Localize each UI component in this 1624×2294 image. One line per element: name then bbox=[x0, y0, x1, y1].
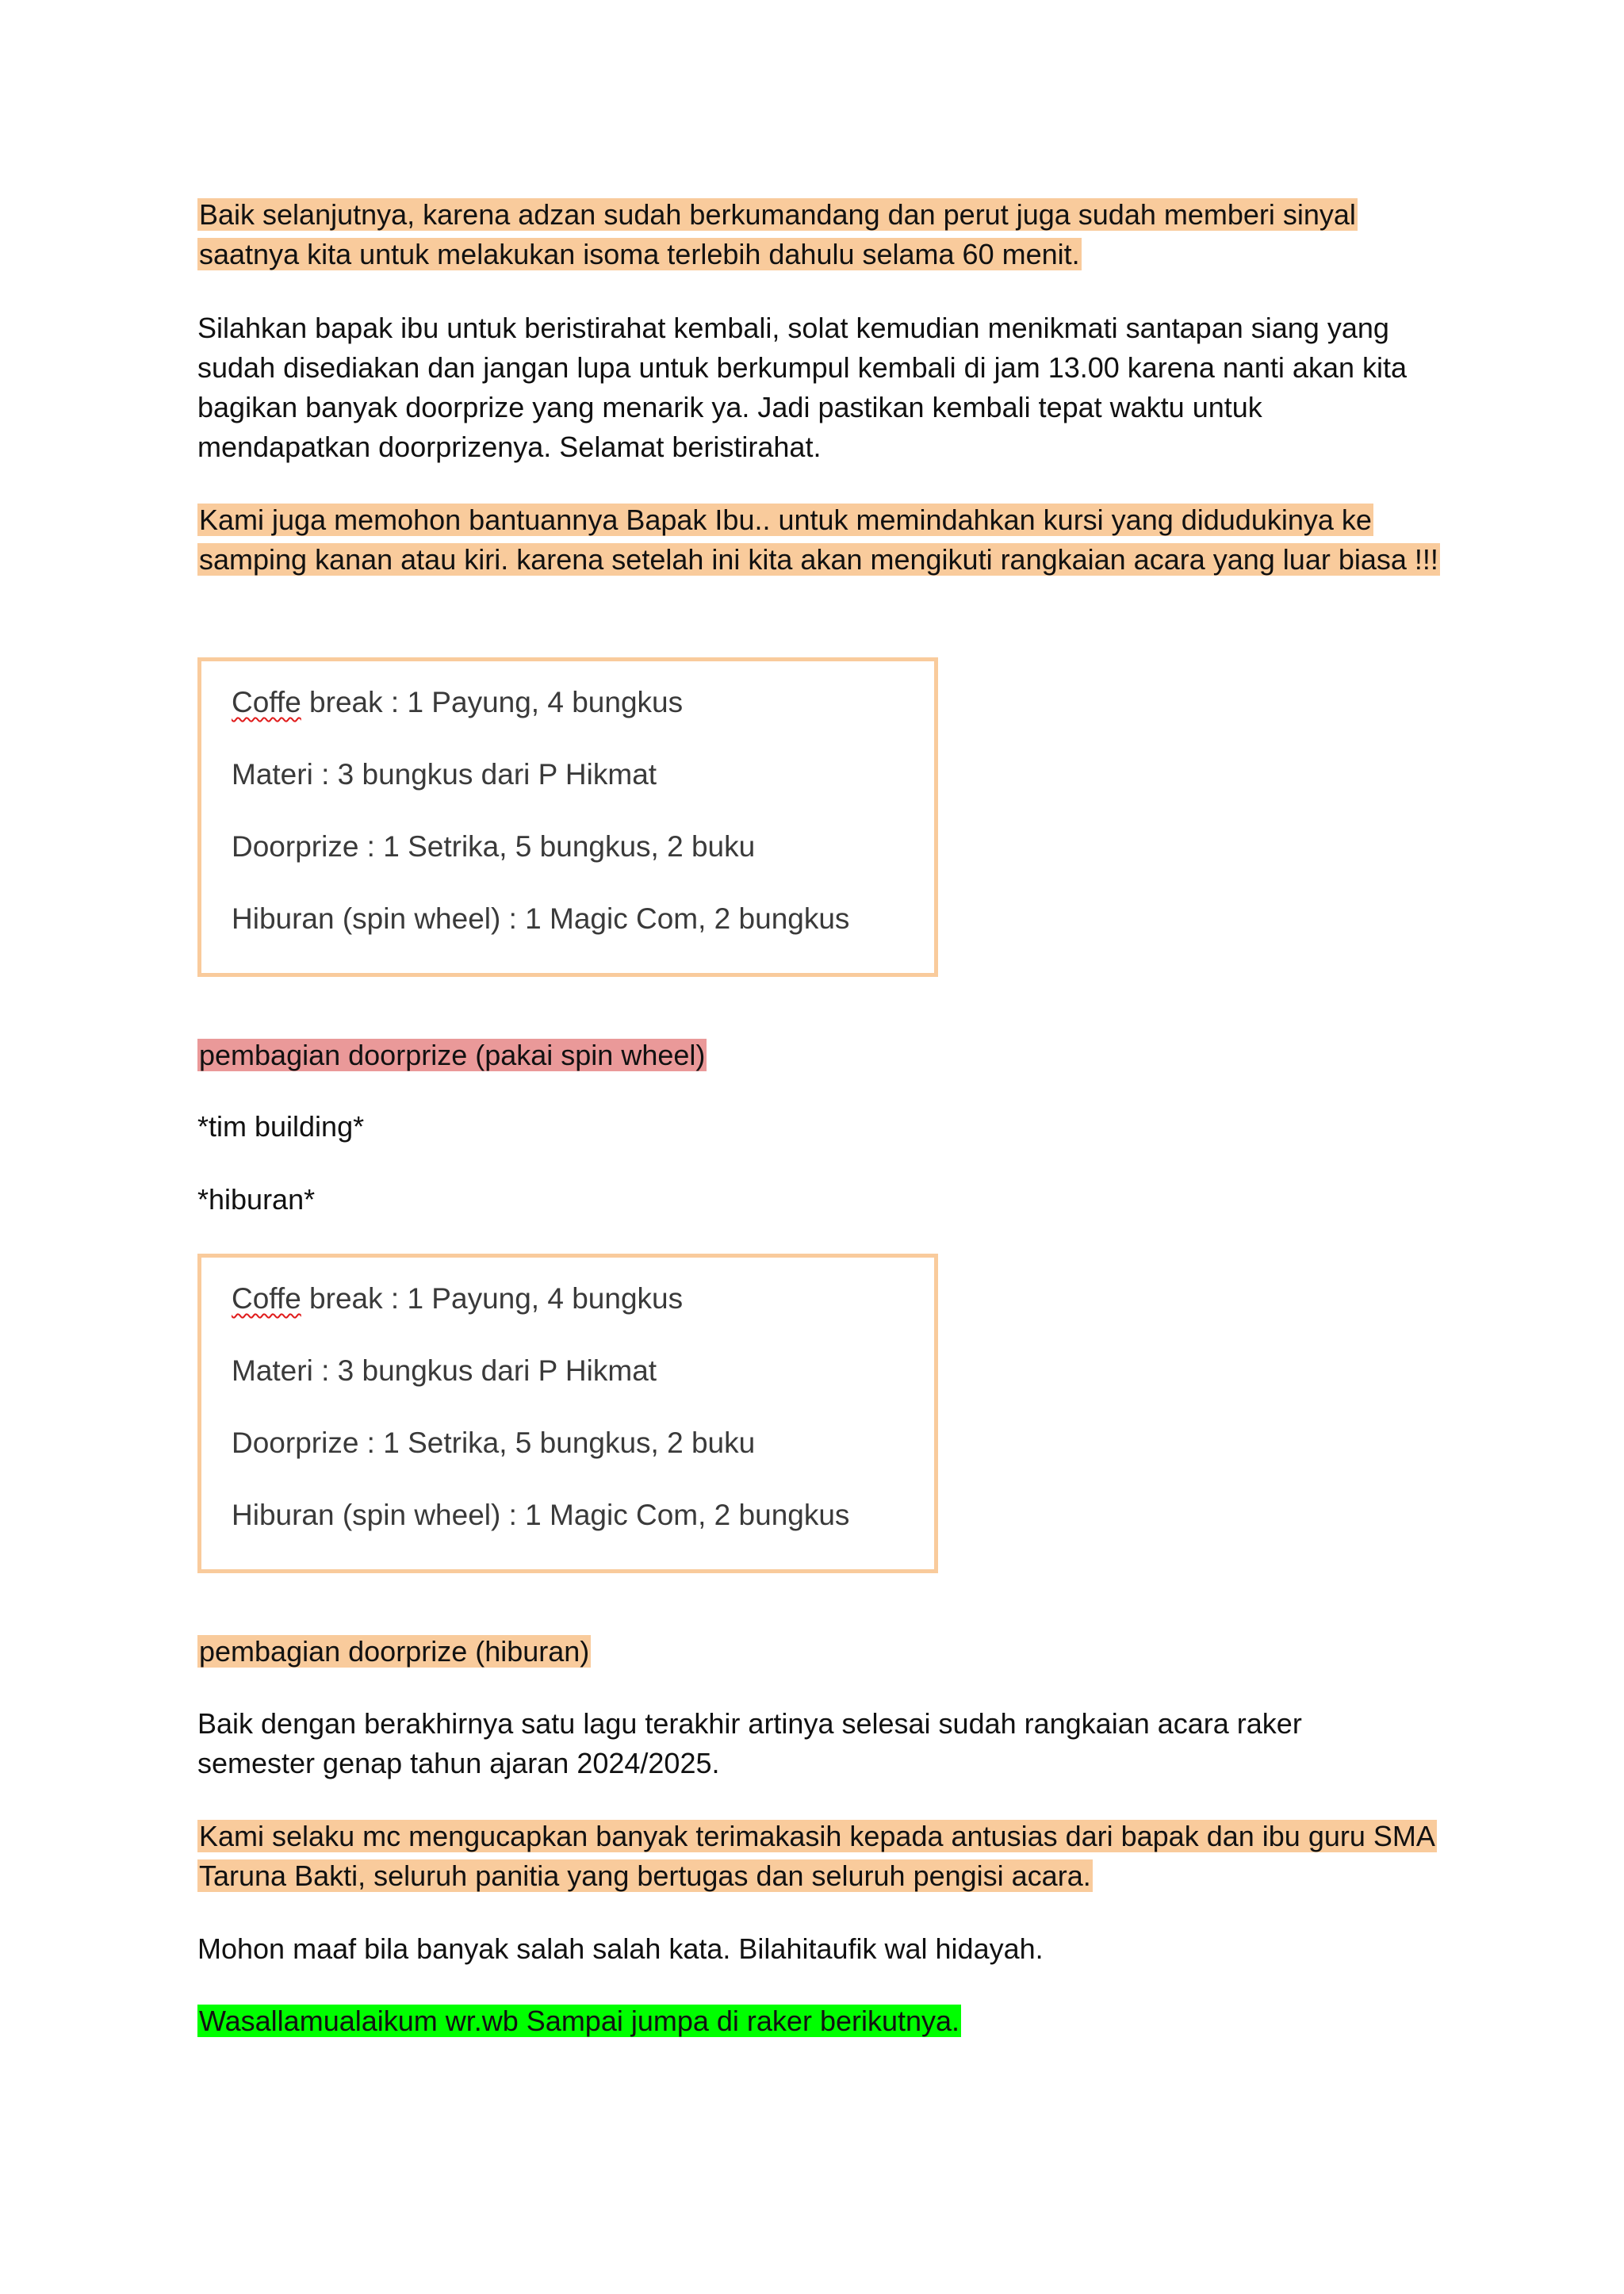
prize-coffe-break-text: break : 1 Payung, 4 bungkus bbox=[301, 1282, 684, 1315]
closing-terimakasih bbox=[197, 1817, 1442, 1896]
prize-materi: Materi : 3 bungkus dari P Hikmat bbox=[232, 758, 657, 791]
paragraph-istirahat-text: Silahkan bapak ibu untuk beristirahat kembali, solat kemudian menikmati santapan siang yang sudah disediakan dan jangan lupa untuk berkumpul kembali di jam 13.00 karena nanti akan kita bagikan banyak doorprize yang menarik ya. Jadi pastikan kembali tepat waktu untuk mendapatkan doorprizenya. Selamat beristirahat. bbox=[197, 312, 1408, 463]
prize-coffe-break bbox=[232, 685, 904, 720]
prize-coffe-break-text: break : 1 Payung, 4 bungkus bbox=[301, 686, 684, 718]
prize-materi: Materi : 3 bungkus dari P Hikmat bbox=[232, 1354, 657, 1387]
closing-raker-text: Baik dengan berakhirnya satu lagu terakhir artinya selesai sudah rangkaian acara raker semester genap tahun ajaran 2024/2025. bbox=[197, 1707, 1302, 1779]
prize-doorprize: Doorprize : 1 Setrika, 5 bungkus, 2 buku bbox=[232, 830, 756, 863]
closing-terimakasih-text: Kami selaku mc mengucapkan banyak terimakasih kepada antusias dari bapak dan ibu guru SMA Taruna Bakti, seluruh panitia yang bertugas dan seluruh pengisi acara. bbox=[199, 1820, 1435, 1892]
doorprize-spin-wheel-text: pembagian doorprize (pakai spin wheel) bbox=[199, 1039, 706, 1071]
paragraph-kursi bbox=[197, 500, 1442, 580]
doorprize-hiburan-text: pembagian doorprize (hiburan) bbox=[199, 1635, 590, 1668]
closing-maaf bbox=[197, 1929, 1044, 1969]
tim-building: *tim building* bbox=[197, 1110, 365, 1143]
closing-raker bbox=[197, 1704, 1387, 1783]
paragraph-istirahat bbox=[197, 308, 1434, 467]
spellcheck-word: Coffe bbox=[232, 1282, 301, 1315]
paragraph-isoma bbox=[197, 195, 1442, 274]
prize-hiburan: Hiburan (spin wheel) : 1 Magic Com, 2 bungkus bbox=[232, 1499, 850, 1531]
prize-doorprize: Doorprize : 1 Setrika, 5 bungkus, 2 buku bbox=[232, 1427, 756, 1459]
paragraph-isoma-text: Baik selanjutnya, karena adzan sudah berkumandang dan perut juga sudah memberi sinyal saatnya kita untuk melakukan isoma terlebih dahulu selama 60 menit. bbox=[199, 198, 1356, 270]
spellcheck-word: Coffe bbox=[232, 686, 301, 718]
prize-list-box-1 bbox=[197, 657, 938, 977]
doorprize-spin-wheel bbox=[197, 1036, 707, 1075]
closing-salam-text: Wasallamualaikum wr.wb Sampai jumpa di raker berikutnya. bbox=[199, 2005, 960, 2037]
paragraph-kursi-text: Kami juga memohon bantuannya Bapak Ibu.. untuk memindahkan kursi yang didudukinya ke samping kanan atau kiri. karena setelah ini kita akan mengikuti rangkaian acara yang luar biasa !!! bbox=[199, 504, 1438, 576]
closing-salam bbox=[197, 2001, 961, 2041]
prize-list-box-2 bbox=[197, 1254, 938, 1573]
hiburan-label: *hiburan* bbox=[197, 1183, 316, 1216]
closing-maaf-text: Mohon maaf bila banyak salah salah kata. Bilahitaufik wal hidayah. bbox=[197, 1932, 1044, 1965]
prize-coffe-break bbox=[232, 1281, 904, 1316]
doorprize-hiburan bbox=[197, 1632, 591, 1672]
prize-hiburan: Hiburan (spin wheel) : 1 Magic Com, 2 bungkus bbox=[232, 902, 850, 935]
